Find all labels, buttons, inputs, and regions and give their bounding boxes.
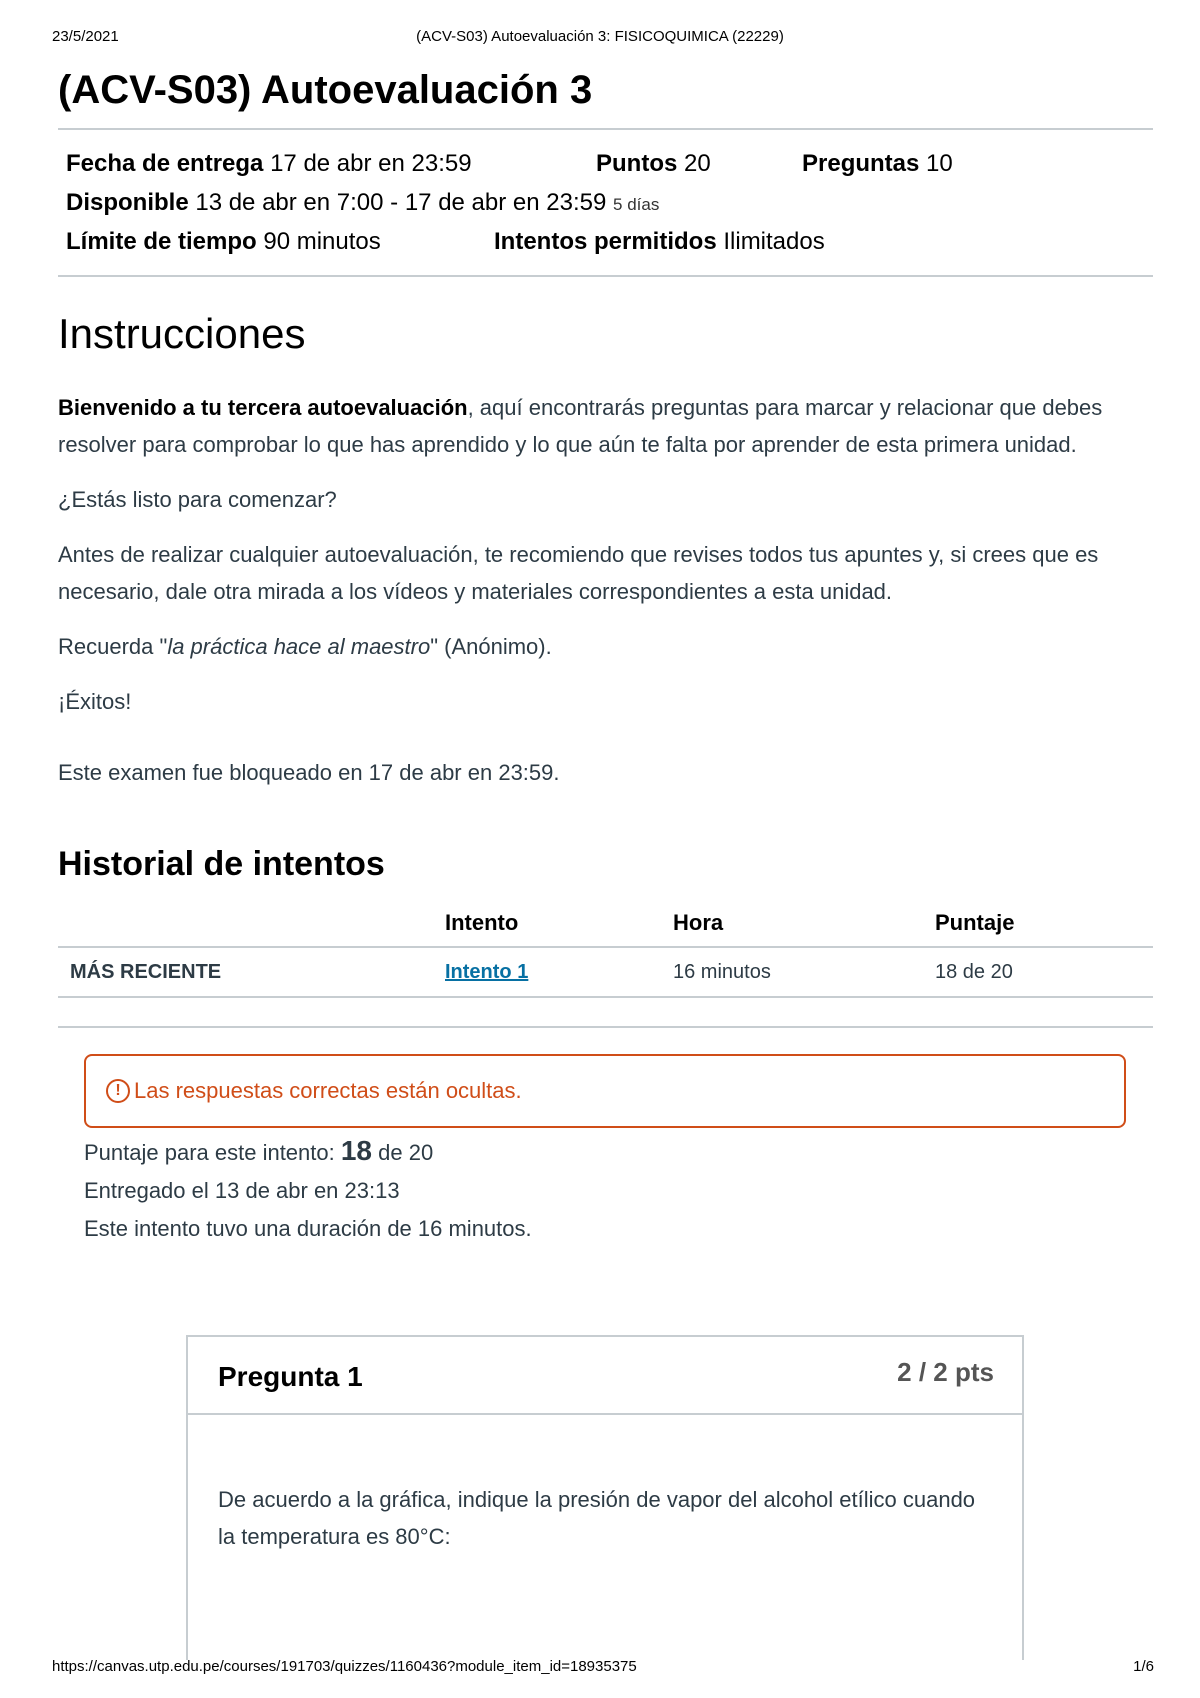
remember-paragraph: [58, 628, 1153, 665]
print-footer: [0, 1658, 1200, 1678]
divider: [58, 275, 1153, 277]
time-cell: 16 minutos: [661, 947, 923, 997]
attempts-value: Ilimitados: [723, 228, 825, 255]
attempt-score: [84, 1132, 1153, 1172]
column-header-attempt: Intento: [433, 900, 661, 947]
history-heading: Historial de intentos: [58, 845, 385, 883]
question-card: [186, 1335, 1024, 1660]
attempts-label: Intentos permitidos: [494, 228, 717, 255]
welcome-text: , aquí encontrarás preguntas para marcar y relacionar que debes resolver para comprobar lo que has aprendido y lo que aún te falta por aprender de esta primera unidad.: [58, 395, 1103, 457]
question-title: Pregunta 1: [218, 1361, 363, 1392]
print-date: 23/5/2021: [52, 28, 119, 45]
print-doc-title: (ACV-S03) Autoevaluación 3: FISICOQUIMICA (22229): [416, 28, 784, 45]
remember-prefix: Recuerda ": [58, 634, 168, 659]
score-cell: 18 de 20: [923, 947, 1153, 997]
page-title: (ACV-S03) Autoevaluación 3: [58, 68, 593, 112]
questions: [802, 144, 953, 183]
hidden-answers-alert: [84, 1054, 1126, 1128]
due-date: [66, 144, 596, 183]
print-url: https://canvas.utp.edu.pe/courses/191703/quizzes/1160436?module_item_id=18935375: [52, 1658, 637, 1675]
remember-quote: la práctica hace al maestro: [167, 634, 431, 659]
instructions-body: [58, 389, 1153, 720]
attempt-duration: Este intento tuvo una duración de 16 minutos.: [84, 1216, 532, 1241]
score-value: 18: [340, 1135, 373, 1166]
print-page-number: 1/6: [1133, 1658, 1154, 1675]
divider: [58, 1026, 1153, 1028]
column-header-score: Puntaje: [923, 900, 1153, 947]
question-points: 2 / 2 pts: [897, 1357, 994, 1387]
welcome-paragraph: [58, 389, 1153, 463]
print-header: [0, 28, 1200, 48]
success-paragraph: ¡Éxitos!: [58, 689, 132, 714]
details-row-1: [66, 144, 1153, 183]
advice-paragraph: Antes de realizar cualquier autoevaluación, te recomiendo que revises todos tus apuntes y, si crees que es necesario, dale otra mirada a los vídeos y materiales correspondientes a esta unidad.: [58, 542, 1099, 604]
submitted-at: Entregado el 13 de abr en 23:13: [84, 1178, 400, 1203]
table-header-row: [58, 900, 1153, 947]
quiz-page: [58, 66, 1153, 1248]
locked-notice: Este examen fue bloqueado en 17 de abr en 23:59.: [58, 760, 560, 785]
attempt-cell: [433, 947, 661, 997]
question-header: [188, 1337, 1022, 1415]
questions-label: Preguntas: [802, 150, 920, 177]
remember-suffix: " (Anónimo).: [430, 634, 552, 659]
attempt-summary: [58, 1054, 1153, 1248]
details-row-2: [66, 183, 1153, 222]
available-label: Disponible: [66, 189, 189, 216]
points: [596, 144, 802, 183]
due-date-value: 17 de abr en 23:59: [270, 150, 472, 177]
attempt-history-table: [58, 900, 1153, 998]
alert-text: Las respuestas correctas están ocultas.: [134, 1078, 522, 1103]
attempt-1-link[interactable]: Intento 1: [445, 960, 529, 983]
available-days: 5 días: [613, 195, 660, 214]
column-header-empty: [58, 900, 433, 947]
warning-icon: !: [106, 1079, 130, 1103]
instructions-heading: Instrucciones: [58, 310, 306, 357]
time-limit: [66, 222, 494, 261]
ready-paragraph: ¿Estás listo para comenzar?: [58, 487, 337, 512]
table-row: [58, 947, 1153, 997]
score-suffix: de 20: [372, 1140, 434, 1165]
time-limit-label: Límite de tiempo: [66, 228, 257, 255]
latest-label: MÁS RECIENTE: [58, 947, 433, 997]
available-value: 13 de abr en 7:00 - 17 de abr en 23:59: [195, 189, 607, 216]
quiz-details: [58, 130, 1153, 275]
due-date-label: Fecha de entrega: [66, 150, 264, 177]
details-row-3: [66, 222, 1153, 261]
questions-value: 10: [926, 150, 953, 177]
points-label: Puntos: [596, 150, 678, 177]
points-value: 20: [684, 150, 711, 177]
column-header-time: Hora: [661, 900, 923, 947]
question-text: De acuerdo a la gráfica, indique la presión de vapor del alcohol etílico cuando la temperatura es 80°C:: [218, 1487, 976, 1549]
time-limit-value: 90 minutos: [263, 228, 381, 255]
score-prefix: Puntaje para este intento:: [84, 1140, 341, 1165]
welcome-bold: Bienvenido a tu tercera autoevaluación: [58, 395, 468, 420]
attempts-allowed: [494, 222, 825, 261]
